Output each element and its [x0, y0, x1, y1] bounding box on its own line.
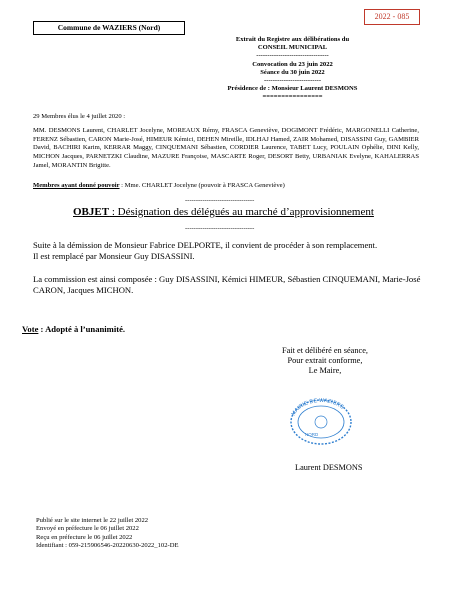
signature-line: Pour extrait conforme, [287, 356, 363, 365]
body-line: Suite à la démission de Monsieur Fabrice DELPORTE, il convient de procéder à son remplacement. [33, 240, 378, 250]
footer-line: Envoyé en préfecture le 06 juillet 2022 [36, 525, 139, 533]
members-list: MM. DESMONS Laurent, CHARLET Jocelyne, MOREAUX Rémy, FRASCA Geneviève, DOGIMONT Frédéric, MARGONELLI Catherine, FERENZ Sébastien, CARON Marie-José, HIMEUR Kémici, DEHEN Mireille, IDLHAJ Hamed, ZAIR Mohamed, DISASSINI Guy, GAMBIER David, BACHIRI Karim, KERRAR Maggy, CINQUEMANI Sébastien, CORDIER Laurence, TABET Lucy, POULAIN Ophélie, DINI Kelly, MICHON Jacques, PARNETZKI Claudine, MAZURE Françoise, MASCARTE Roger, DESORT Betty, URBANIAK Evelyne, KAHALERRAS Jamel, MORANTIN Brigitte. [33, 127, 419, 169]
header-line: Séance du 30 juin 2022 [260, 68, 325, 76]
separator: -------------------------------- [185, 225, 255, 232]
proxy-text: : Mme. CHARLET Jocelyne (pouvoir à FRASCA Geneviève) [119, 182, 285, 189]
body-line: Il est remplacé par Monsieur Guy DISASSINI. [33, 251, 195, 261]
header-line: ================ [262, 93, 323, 101]
separator: -------------------------------- [185, 197, 255, 204]
subject-label: OBJET [73, 206, 110, 218]
subject-line [73, 206, 374, 218]
header-line: Présidence de : Monsieur Laurent DESMONS [227, 85, 358, 93]
proxy-line [33, 182, 285, 189]
subject-text: : Désignation des délégués au marché d’approvisionnement [109, 206, 374, 218]
transmission-footer [36, 517, 178, 550]
mayor-name: Laurent DESMONS [295, 463, 363, 472]
register-header [225, 36, 360, 102]
vote-result [22, 324, 125, 334]
header-line: --------------------------------- [256, 52, 329, 60]
header-line: -------------------------- [263, 77, 322, 85]
footer-line: Publié sur le site internet le 22 juillet 2022 [36, 517, 149, 524]
vote-label: Vote [22, 324, 39, 334]
signature-line: Le Maire, [308, 366, 342, 375]
seal-side-text: NORD [305, 432, 319, 437]
svg-text:MAIRIE DE WAZIERS [291, 398, 345, 417]
signature-block [270, 346, 380, 376]
commune-box: Commune de WAZIERS (Nord) [33, 21, 185, 35]
deliberation-reference: 2022 - 085 [364, 9, 420, 25]
vote-text: : Adopté à l’unanimité. [38, 324, 126, 334]
footer-line: Reçu en préfecture le 06 juillet 2022 [36, 533, 133, 541]
body-paragraph [33, 240, 423, 262]
header-line: CONSEIL MUNICIPAL [257, 44, 328, 52]
footer-line: Identifiant : 059-215906546-20220630-2022_102-DE [36, 541, 179, 549]
members-count: 29 Membres élus le 4 juillet 2020 : [33, 113, 126, 120]
seal-text: MAIRIE DE WAZIERS [290, 397, 345, 418]
proxy-label: Membres ayant donné pouvoir [33, 182, 120, 189]
town-hall-seal [283, 392, 359, 448]
commission-paragraph: La commission est ainsi composée : Guy DISASSINI, Kémici HIMEUR, Sébastien CINQUEMANI, Marie-José CARON, Jacques MICHON. [33, 274, 421, 295]
header-line: Extrait du Registre aux délibérations du [235, 36, 350, 43]
header-line: Convocation du 23 juin 2022 [252, 60, 333, 68]
signature-line: Fait et délibéré en séance, [282, 346, 368, 355]
